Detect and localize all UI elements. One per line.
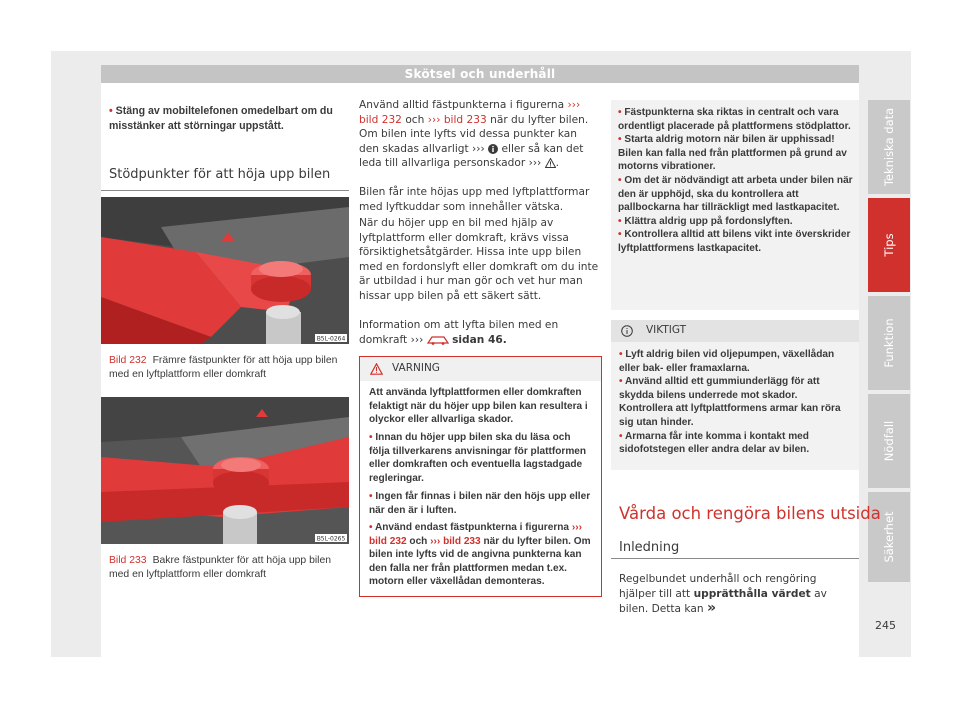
bullet-icon: • <box>369 432 376 443</box>
warning-bullet <box>369 490 594 517</box>
intro-bullet-text: Stäng av mobiltelefonen omedelbart om du misstänker att störningar uppstått. <box>109 105 333 132</box>
warning-intro: Att använda lyftplattformen eller domkraften felaktigt när du höjer upp bilen kan resultera i olyckor eller allvarliga skador. <box>369 387 588 426</box>
no-liquid-cushions-paragraph: Bilen får inte höjas upp med lyftplattformar med lyftkuddar som innehåller vätska. <box>359 186 590 213</box>
cross-ref-arrows: ››› <box>410 333 424 346</box>
intro-bullet <box>109 104 349 133</box>
text: och <box>405 113 425 126</box>
text: Kontrollera alltid att bilens vikt inte överskrider lyftplattformens lastkapacitet. <box>618 229 851 254</box>
tab-label: Säkerhet <box>882 511 896 563</box>
notice-title: VIKTIGT <box>646 324 687 336</box>
section-title: Stödpunkter för att höja upp bilen <box>109 167 331 182</box>
text: Starta aldrig motorn när bilen är upphissad! Bilen kan falla ned från plattformen på grund av motorns vibrationer. <box>618 134 847 173</box>
text: eller så kan det leda till allvarliga personskador <box>359 142 584 170</box>
bullet-icon: • <box>618 215 625 227</box>
list-item <box>618 106 854 133</box>
tab-label: Nödfall <box>882 420 896 462</box>
cross-ref-arrows: ››› <box>567 99 581 111</box>
text: och <box>409 535 428 547</box>
rear-lift-point-illustration <box>101 397 349 544</box>
page-number: 245 <box>875 619 896 632</box>
figure-number: Bild 233 <box>109 555 147 566</box>
cross-ref-arrows: ››› <box>472 142 485 155</box>
chapter-header: Skötsel och underhåll <box>101 65 859 83</box>
warning-bullet <box>369 521 594 589</box>
subsection-heading: Inledning <box>619 540 680 555</box>
bullet-icon: • <box>369 491 376 502</box>
bullet-icon: • <box>369 522 375 533</box>
tab-nodfall[interactable] <box>868 394 910 488</box>
cross-ref-arrows: ››› <box>571 522 582 533</box>
figure-233-photo <box>101 397 349 544</box>
text: Armarna får inte komma i kontakt med sidofotstegen eller andra delar av bilen. <box>619 430 810 456</box>
figure-233-caption <box>109 554 341 581</box>
figure-232-caption <box>109 354 341 381</box>
jack-info-paragraph <box>359 318 600 347</box>
bullet-icon: • <box>618 229 625 241</box>
info-circle-icon <box>488 144 498 154</box>
figure-id-232: B5L-0264 <box>316 335 346 343</box>
bullet-icon: • <box>619 376 625 388</box>
notice-header <box>611 320 859 342</box>
warning-bullet <box>369 431 594 485</box>
link-page-46[interactable]: sidan 46. <box>452 333 507 346</box>
figure-id-233: B5L-0265 <box>316 535 346 543</box>
text: Regelbundet underhåll och rengöring hjälper till att <box>619 573 817 600</box>
list-item <box>618 215 854 229</box>
bullet-icon: • <box>618 134 625 146</box>
list-item <box>619 375 853 429</box>
emphasis: upprätthålla värdet <box>693 587 811 600</box>
lift-points-paragraph: Använd alltid fästpunkterna i figurerna ››› bild 232 och ››› bild 233 när du lyfter bilen. Om bilen inte lyfts vid dessa punkter kan den skadas allvarligt ››› eller så kan det leda till allvarliga personskador ››› . <box>359 99 589 170</box>
cross-ref-arrows: ››› <box>427 113 441 126</box>
care-paragraph <box>619 572 855 617</box>
text: Information om att lyfta bilen med en domkraft <box>359 319 559 346</box>
cross-ref-arrows: ››› <box>528 157 542 170</box>
text: Fästpunkterna ska riktas in centralt och vara ordentligt placerade på plattformens stödplattor. <box>618 107 851 132</box>
text: Använd alltid ett gummiunderlägg för att skydda bilens underrede mot skador. Kontrollera att lyftplattformens armar kan röra sig utan hinder. <box>619 376 841 428</box>
warning-triangle-icon <box>545 158 556 168</box>
text: Använd alltid fästpunkterna i figurerna <box>359 99 565 111</box>
bullet-icon: • <box>109 105 113 117</box>
figure-number: Bild 232 <box>109 355 147 366</box>
warning-title: VARNING <box>392 362 440 374</box>
figure-caption-text: Bakre fästpunkter för att höja upp bilen med en lyftplattform eller domkraft <box>109 555 332 580</box>
tab-tips[interactable] <box>868 198 910 292</box>
precautions-paragraph: När du höjer upp en bil med hjälp av lyftplattform eller domkraft, krävs vissa försiktighetsåtgärder. Hissa inte upp bilen med en fordonslyft eller domkraft om du inte är utbildad i hur man gör och vet hur man hissar upp bilen på ett säkert sätt. <box>359 217 599 302</box>
list-item <box>619 348 853 375</box>
text: av bilen. Detta kan <box>619 587 827 616</box>
bullet-icon: • <box>618 174 625 186</box>
front-lift-point-illustration <box>101 197 349 344</box>
bullet-icon: • <box>618 107 625 118</box>
bullet-icon: • <box>619 349 626 360</box>
figure-232-photo <box>101 197 349 344</box>
notice-bullets <box>619 348 853 457</box>
tab-funktion[interactable] <box>868 296 910 390</box>
list-item <box>618 133 854 174</box>
text: Ingen får finnas i bilen när den höjs upp eller när den är i luften. <box>369 491 591 516</box>
list-item <box>618 174 854 215</box>
tab-label: Funktion <box>882 318 896 368</box>
list-item <box>618 228 854 255</box>
continue-icon: » <box>706 600 716 617</box>
text: när du lyfter bilen. Om bilen inte lyfts vid de angivna punkterna kan den falla ner från plattformen medan t.ex. motorn eller växellådan demonteras. <box>369 535 591 588</box>
warning-continuation-bullets <box>618 106 854 256</box>
text: Innan du höjer upp bilen ska du läsa och följa tillverkarens anvisningar för plattformen eller domkraften och eventuella lagstadgade regleringar. <box>369 432 587 484</box>
tab-label: Tekniska data <box>882 107 896 187</box>
text: Använd endast fästpunkterna i figurerna <box>374 522 570 533</box>
subsection-rule <box>611 558 859 559</box>
car-jack-icon <box>427 334 449 345</box>
link-bild-233[interactable]: bild 233 <box>443 535 481 547</box>
text: Om det är nödvändigt att arbeta under bilen när den är upphöjd, ska du kontrollera att pallbockarna har tillräckligt med lastkapacitet. <box>618 174 853 214</box>
list-item <box>619 430 853 457</box>
text: Lyft aldrig bilen vid oljepumpen, växellådan eller bak- eller framaxlarna. <box>619 349 835 374</box>
notice-box <box>611 320 859 470</box>
tab-label: Tips <box>882 233 896 257</box>
link-bild-232[interactable]: bild 232 <box>359 113 402 126</box>
tab-tekniska-data[interactable] <box>868 100 910 194</box>
figure-caption-text: Främre fästpunkter för att höja upp bilen med en lyftplattform eller domkraft <box>109 355 338 380</box>
warning-triangle-icon <box>370 363 383 375</box>
warning-box <box>359 356 602 597</box>
bullet-icon: • <box>619 430 625 442</box>
warning-header <box>360 357 601 381</box>
cross-ref-arrows: ››› <box>430 535 441 547</box>
section-rule <box>101 190 349 191</box>
link-bild-232[interactable]: bild 232 <box>369 535 407 547</box>
info-circle-icon <box>621 325 633 337</box>
text: när du lyfter bilen. Om bilen inte lyfts vid dessa punkter kan den skadas allvarligt <box>359 113 589 155</box>
link-bild-233[interactable]: bild 233 <box>443 113 487 126</box>
section-heading: Vårda och rengöra bilens utsida <box>619 504 881 523</box>
text: Klättra aldrig upp på fordonslyften. <box>624 215 793 227</box>
